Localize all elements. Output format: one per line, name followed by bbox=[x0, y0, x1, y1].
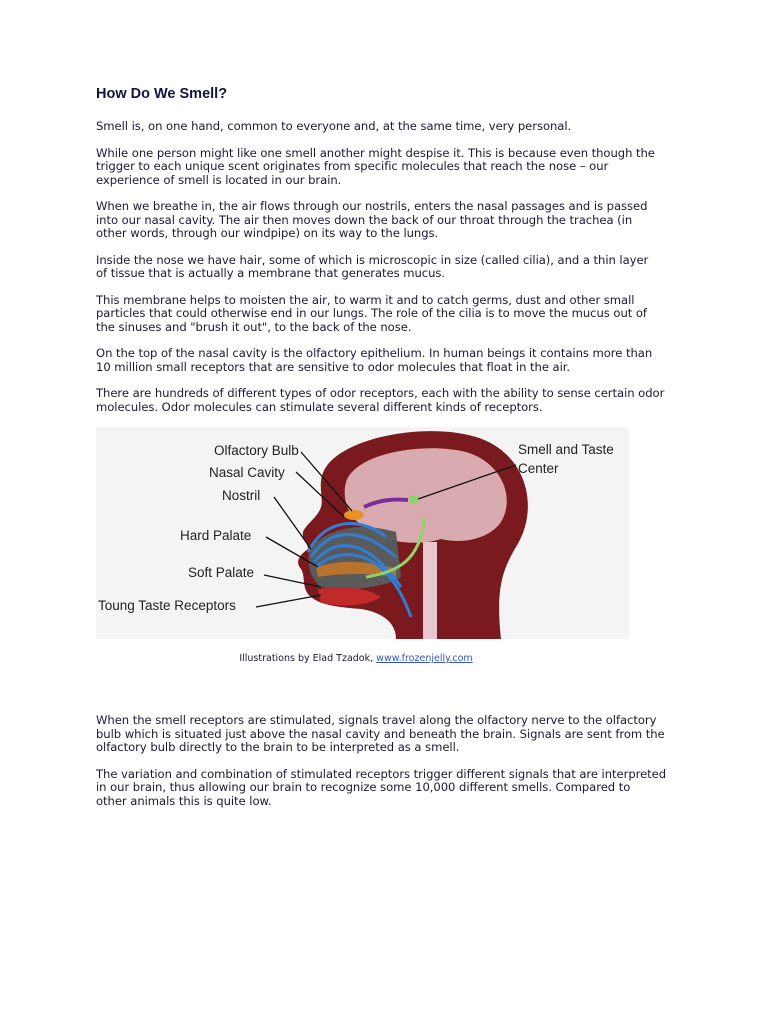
paragraph-line: While one person might like one smell another might despise it. This is because even though the bbox=[96, 145, 655, 160]
paragraphs-before bbox=[96, 120, 686, 414]
smell-diagram bbox=[96, 427, 629, 639]
caption-prefix: Illustrations by Elad Tzadok, bbox=[239, 653, 377, 664]
paragraph-line: There are hundreds of different types of odor receptors, each with the ability to sense certain odor bbox=[96, 386, 665, 400]
label-nostril: Nostril bbox=[222, 488, 261, 503]
paragraph bbox=[96, 147, 686, 188]
label-olfactory-bulb: Olfactory Bulb bbox=[214, 443, 299, 458]
document-page bbox=[96, 86, 686, 821]
paragraph bbox=[96, 200, 686, 241]
paragraph-line: On the top of the nasal cavity is the olfactory epithelium. In human beings it contains more than bbox=[96, 346, 653, 360]
paragraph bbox=[96, 387, 686, 414]
label-center-line2: Center bbox=[518, 461, 559, 476]
paragraph-line: other words, through our windpipe) on its way to the lungs. bbox=[96, 226, 439, 240]
paragraph-line: particles that could otherwise end in our lungs. The role of the cilia is to move the mucus out of bbox=[96, 306, 647, 320]
caption-link[interactable]: www.frozenjelly.com bbox=[376, 653, 473, 664]
olfactory-bulb bbox=[344, 510, 364, 520]
label-soft-palate: Soft Palate bbox=[188, 565, 255, 580]
paragraph-line: in our brain, thus allowing our brain to recognize some 10,000 different smells. Compared to bbox=[96, 780, 631, 794]
paragraph bbox=[96, 714, 686, 755]
paragraph-line: Smell is, on one hand, common to everyone and, at the same time, very personal. bbox=[96, 119, 572, 133]
paragraph bbox=[96, 254, 686, 281]
paragraph bbox=[96, 120, 686, 134]
label-center-line1: Smell and Taste bbox=[518, 442, 614, 457]
head-illustration bbox=[96, 427, 629, 639]
paragraph-line: the sinuses and "brush it out", to the back of the nose. bbox=[96, 319, 412, 334]
paragraph bbox=[96, 294, 686, 335]
paragraphs-after bbox=[96, 714, 686, 808]
paragraph-line: trigger to each unique scent originates from specific molecules that reach the nose – our bbox=[96, 159, 609, 173]
paragraph-line: When we breathe in, the air flows through our nostrils, enters the nasal passages and is passed bbox=[96, 199, 648, 213]
label-hard-palate: Hard Palate bbox=[180, 528, 252, 543]
paragraph-line: This membrane helps to moisten the air, to warm it and to catch germs, dust and other small bbox=[96, 292, 635, 307]
page-title: How Do We Smell? bbox=[96, 86, 228, 102]
paragraph-line: of tissue that is actually a membrane that generates mucus. bbox=[96, 266, 446, 280]
paragraph-line: The variation and combination of stimulated receptors trigger different signals that are interpreted bbox=[96, 766, 667, 781]
paragraph-line: other animals this is quite low. bbox=[96, 793, 272, 808]
label-nasal-cavity: Nasal Cavity bbox=[209, 465, 285, 480]
paragraph-line: molecules. Odor molecules can stimulate several different kinds of receptors. bbox=[96, 399, 543, 414]
figure-caption bbox=[96, 653, 616, 664]
paragraph-line: When the smell receptors are stimulated, signals travel along the olfactory nerve to the olfactory bbox=[96, 713, 657, 727]
paragraph-line: Inside the nose we have hair, some of which is microscopic in size (called cilia), and a thin layer bbox=[96, 252, 649, 267]
paragraph-line: 10 million small receptors that are sensitive to odor molecules that float in the air. bbox=[96, 359, 571, 374]
paragraph bbox=[96, 347, 686, 374]
smell-center-marker bbox=[409, 495, 419, 503]
paragraph bbox=[96, 768, 686, 809]
label-tongue: Toung Taste Receptors bbox=[98, 598, 236, 613]
paragraph-line: bulb which is situated just above the nasal cavity and beneath the brain. Signals are sent from the bbox=[96, 726, 665, 741]
paragraph-line: experience of smell is located in our brain. bbox=[96, 172, 342, 187]
spinal-cord bbox=[423, 542, 437, 639]
paragraph-line: olfactory bulb directly to the brain to be interpreted as a smell. bbox=[96, 740, 460, 754]
paragraph-line: into our nasal cavity. The air then moves down the back of our throat through the trachea (in bbox=[96, 212, 633, 227]
